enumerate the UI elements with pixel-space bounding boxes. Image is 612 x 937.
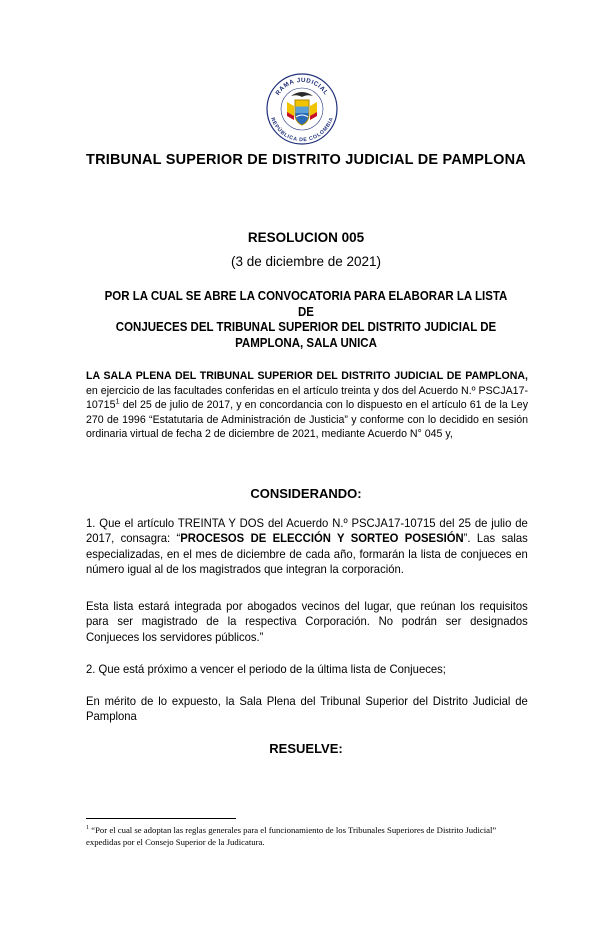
footnote bbox=[86, 825, 532, 848]
resuelve-heading: RESUELVE: bbox=[269, 741, 343, 756]
subject-line: PAMPLONA, SALA UNICA bbox=[235, 335, 377, 350]
resolution-subject bbox=[104, 289, 509, 351]
preamble-bold-text: LA SALA PLENA DEL TRIBUNAL SUPERIOR DEL DISTRITO JUDICIAL DE PAMPLONA, bbox=[86, 370, 528, 382]
footnote-divider bbox=[86, 818, 236, 819]
rama-judicial-seal bbox=[265, 72, 339, 146]
subject-line: CONJUECES DEL TRIBUNAL SUPERIOR DEL DISTRITO JUDICIAL DE bbox=[115, 320, 497, 334]
consideration-paragraph-2: Esta lista estará integrada por abogados vecinos del lugar, que reúnan los requisitos para ser magistrado de la respectiva Corporación. No podrán ser designados Conjueces los servidores públicos.” bbox=[86, 599, 528, 644]
footnote-reference: 1 bbox=[115, 396, 120, 406]
consideration-paragraph-3: 2. Que está próximo a vencer el periodo de la última lista de Conjueces; bbox=[86, 662, 446, 676]
subject-line: POR LA CUAL SE ABRE LA CONVOCATORIA PARA ELABORAR LA LISTA DE bbox=[104, 289, 508, 319]
considerando-heading: CONSIDERANDO: bbox=[250, 486, 362, 501]
footnote-marker: 1 bbox=[86, 825, 90, 832]
preamble-paragraph bbox=[86, 369, 528, 442]
consideration-text: 1. Que el artículo TREINTA Y DOS del Acuerdo N.º PSCJA17-10715 del 25 de julio de 2017, consagra: “ bbox=[86, 516, 528, 546]
court-title: TRIBUNAL SUPERIOR DE DISTRITO JUDICIAL DE PAMPLONA bbox=[86, 152, 526, 168]
seal-bottom-text: REPÚBLICA DE COLOMBIA bbox=[269, 116, 335, 144]
resolution-date: (3 de diciembre de 2021) bbox=[230, 254, 382, 269]
consideration-bold-text: PROCESOS DE ELECCIÓN Y SORTEO POSESIÓN bbox=[180, 531, 464, 546]
consideration-text: ”. Las salas especializadas, en el mes de diciembre de cada año, formarán la lista de conjueces en número igual al de los magistrados que integran la corporación. bbox=[86, 531, 528, 576]
preamble-text-continued: del 25 de julio de 2017, y en concordancia con lo dispuesto en el artículo 61 de la Ley 270 de 1996 “Estatutaria de Administración de Justicia” y conforme con lo decidido en sesión ordinaria virtual de fecha 2 de diciembre de 2021, mediante Acuerdo N° 045 y, bbox=[86, 399, 528, 441]
coat-of-arms-icon bbox=[265, 72, 339, 146]
consideration-paragraph-4: En mérito de lo expuesto, la Sala Plena del Tribunal Superior del Distrito Judicial de Pamplona bbox=[86, 694, 528, 724]
preamble-text: en ejercicio de las facultades conferidas en el artículo treinta y dos del Acuerdo N.º PSCJA17-10715 bbox=[86, 384, 528, 412]
resolution-number: RESOLUCION 005 bbox=[247, 230, 365, 245]
seal-top-text: RAMA JUDICIAL bbox=[274, 76, 330, 97]
footnote-text: “Por el cual se adoptan las reglas generales para el funcionamiento de los Tribunales Superiores de Distrito Judicial” expedidas por el Consejo Superior de la Judicatura. bbox=[86, 825, 497, 847]
consideration-paragraph-1 bbox=[86, 516, 528, 577]
